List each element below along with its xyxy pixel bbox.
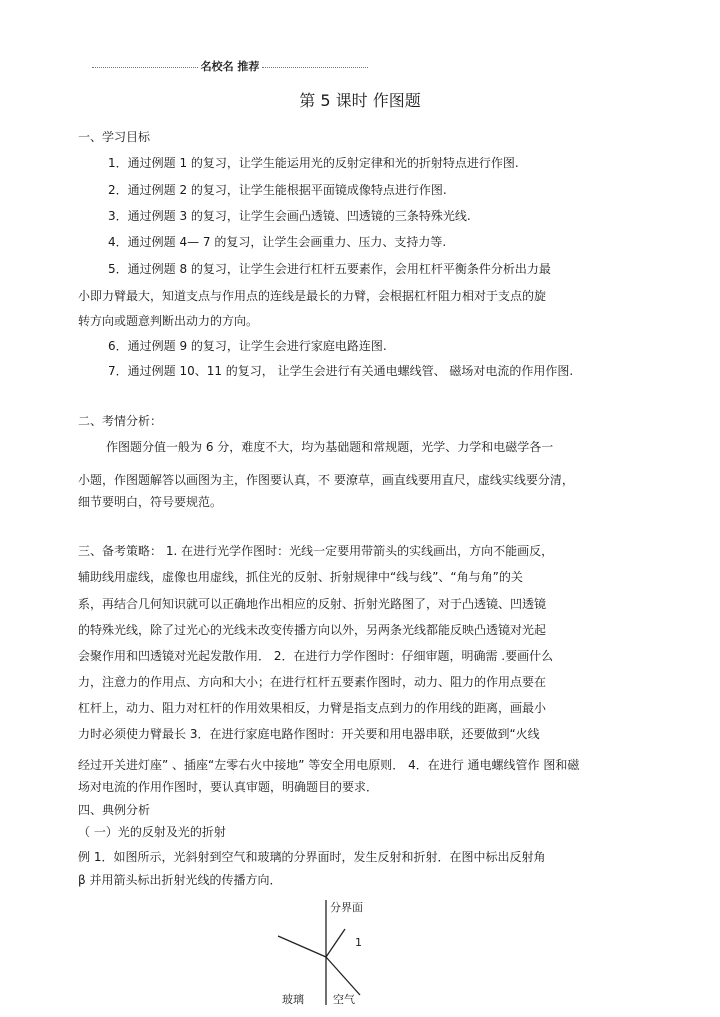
- objective-item: 2．通过例题 2 的复习，让学生能根据平面镜成像特点进行作图.: [108, 183, 447, 197]
- reflected-ray: [326, 929, 345, 957]
- example-line: 例 1．如图所示，光斜射到空气和玻璃的分界面时，发生反射和折射．在图中标出反射角: [78, 850, 546, 864]
- angle-label: 1: [355, 936, 362, 949]
- example-line: β 并用箭头标出折射光线的传播方向．: [78, 873, 282, 887]
- objective-item: 3．通过例题 3 的复习，让学生会画凸透镜、凹透镜的三条特殊光线.: [108, 209, 471, 223]
- strategy-line: 杠杆上，动力、阻力对杠杆的作用效果相反，力臂是指支点到力的作用线的距离，画最小: [78, 701, 547, 715]
- objective-item: 7．通过例题 10、11 的复习， 让学生会进行有关通电螺线管、 磁场对电流的作用作图.: [108, 364, 574, 378]
- objective-item: 5．通过例题 8 的复习，让学生会进行杠杆五要素作，会用杠杆平衡条件分析出力最: [108, 262, 551, 276]
- objective-item: 1．通过例题 1 的复习，让学生能运用光的反射定律和光的折射特点进行作图.: [108, 156, 519, 170]
- header-dots-left: [92, 67, 198, 68]
- strategy-line: 力时必须使力臂最长 3．在进行家庭电路作图时：开关要和用电器串联，还要做到“火线: [78, 727, 540, 741]
- refracted-ray: [326, 957, 360, 995]
- analysis-line: 作图题分值一般为 6 分，难度不大，均为基础题和常规题，光学、力学和电磁学各一: [106, 440, 554, 454]
- objective-item: 小即力臂最大，知道支点与作用点的连线是最长的力臂，会根据杠杆阻力相对于支点的旋: [78, 289, 547, 303]
- strategy-line: 辅助线用虚线，虚像也用虚线，抓住光的反射、折射规律中“线与线”、“角与角”的关: [78, 570, 523, 584]
- strategy-line: 的特殊光线，除了过光心的光线未改变传播方向以外，另两条光线都能反映凸透镜对光起: [78, 623, 547, 637]
- header-dots-right: [262, 67, 368, 68]
- section2-heading: 二、考情分析：: [78, 414, 163, 428]
- glass-label: 玻璃: [282, 993, 304, 1006]
- strategy-line: 经过开关进灯座” 、插座“左零右火中接地” 等安全用电原则． 4．在进行 通电螺线管作 图和磁: [78, 758, 580, 772]
- section4-subheading: （ 一）光的反射及光的折射: [78, 825, 226, 839]
- strategy-line: 场对电流的作用作图时，要认真审题，明确题目的要求．: [78, 780, 379, 794]
- interface-label: 分界面: [330, 901, 363, 914]
- strategy-line: 系，再结合几何知识就可以正确地作出相应的反射、折射光路图了，对于凸透镜、凹透镜: [78, 597, 547, 611]
- strategy-line: 力，注意力的作用点、方向和大小；在进行杠杆五要素作图时，动力、阻力的作用点要在: [78, 675, 547, 689]
- air-label: 空气: [333, 993, 355, 1006]
- page-header: [92, 58, 368, 74]
- section1-heading: 一、学习目标: [78, 130, 151, 144]
- analysis-line: 小题，作图题解答以画图为主，作图要认真，不 要潦草，画直线要用直尺，虚线实线要分清，: [78, 473, 574, 487]
- page-title: 第 5 课时 作图题: [299, 91, 421, 110]
- objective-item: 转方向或题意判断出动力的方向。: [78, 314, 259, 328]
- incident-ray: [278, 936, 326, 957]
- strategy-line: 三、备考策略： 1. 在进行光学作图时：光线一定要用带箭头的实线画出，方向不能画反，: [78, 544, 554, 558]
- header-text: 名校名 推荐: [200, 60, 260, 73]
- objective-item: 4．通过例题 4— 7 的复习，让学生会画重力、压力、支持力等.: [108, 235, 447, 249]
- objective-item: 6．通过例题 9 的复习，让学生会进行家庭电路连图.: [108, 339, 387, 353]
- analysis-line: 细节要明白，符号要规范。: [78, 495, 223, 509]
- strategy-line: 会聚作用和凹透镜对光起发散作用． 2．在进行力学作图时：仔细审题，明确需 .要画什么: [78, 649, 554, 663]
- section4-heading: 四、典例分析: [78, 803, 151, 817]
